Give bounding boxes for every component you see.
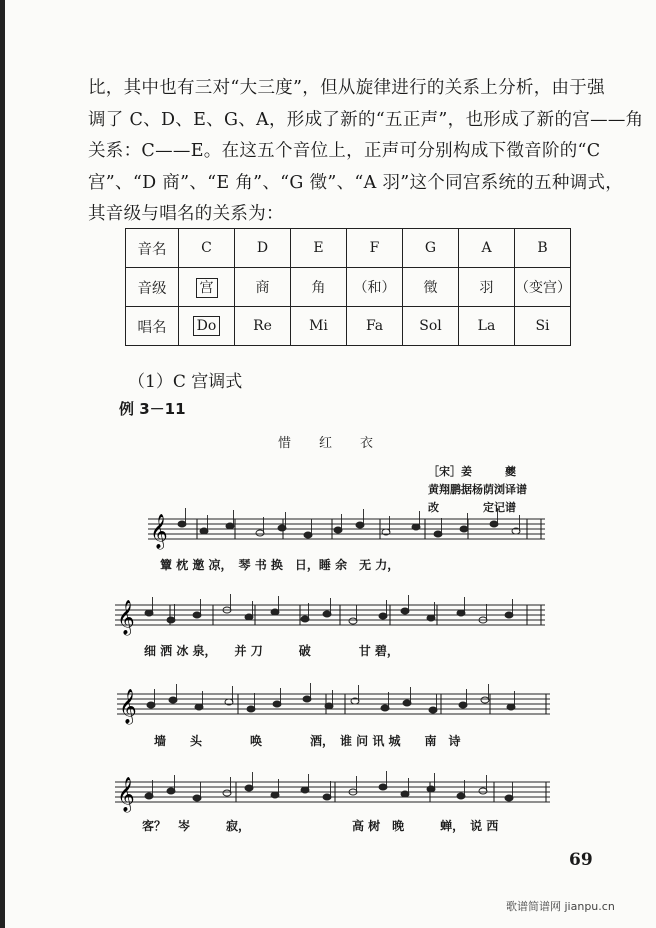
lyric-line: 客？ 岑 寂， 高 树 晚 蝉， 说 西 [142, 819, 499, 833]
note-head [301, 616, 309, 622]
paragraph-line: 其音级与唱名的关系为： [88, 204, 284, 224]
table-cell: Fa [347, 307, 403, 346]
row-header: 唱名 [126, 307, 179, 346]
note-head [271, 609, 279, 615]
note-head [457, 793, 465, 799]
table-cell: 羽 [459, 268, 515, 307]
paragraph-line: 宫”、“D 商”、“E 角”、“G 徵”、“A 羽”这个同宫系统的五种调式， [88, 172, 624, 193]
table-cell: 角 [291, 268, 347, 307]
table-cell: A [459, 229, 515, 268]
note-head [195, 704, 203, 710]
note-head [304, 532, 312, 538]
section-subtitle: （1）C 宫调式 [128, 372, 243, 392]
paragraph-line: 关系：C——E。在这五个音位上，正声可分别构成下徵音阶的“C [88, 141, 601, 161]
lyric-line: 细 洒 冰 泉， 并 刀 破 甘 碧， [144, 644, 399, 658]
note-head [247, 706, 255, 712]
note-head [193, 795, 201, 801]
note-head [505, 795, 513, 801]
note-head [379, 613, 387, 619]
boxed-solfege: Do [193, 316, 221, 336]
note-head [490, 521, 498, 527]
note-head [379, 784, 387, 790]
treble-clef-icon: 𝄞 [119, 689, 137, 724]
row-header: 音名 [126, 229, 179, 268]
note-head [256, 530, 264, 536]
note-head [193, 612, 201, 618]
note-head [505, 612, 513, 618]
table-cell: Sol [403, 307, 459, 346]
note-head [323, 794, 331, 800]
note-head [178, 521, 186, 527]
table-cell: Si [515, 307, 571, 346]
paragraph-line: 调了 C、D、E、G、A，形成了新的“五正声”，也形成了新的宫——角 [88, 109, 644, 130]
note-head [459, 702, 467, 708]
table-cell: 徵 [403, 268, 459, 307]
table-cell: （变宫） [515, 268, 571, 307]
lyric-line: 簟 枕 邀 凉， 琴 书 换 日，睡 余 无 力， [160, 558, 400, 572]
credit-line: ［宋］姜 夔 [428, 465, 516, 478]
note-head [412, 524, 420, 530]
treble-clef-icon: 𝄞 [150, 514, 168, 549]
note-head [145, 610, 153, 616]
note-head [479, 788, 487, 794]
note-head [334, 527, 342, 533]
table-cell: La [459, 307, 515, 346]
paragraph-line: 比，其中也有三对“大三度”，但从旋律进行的关系上分析，由于强 [88, 78, 605, 98]
note-head [325, 703, 333, 709]
treble-clef-icon: 𝄞 [117, 777, 135, 812]
note-head [301, 787, 309, 793]
table-cell: E [291, 229, 347, 268]
note-head [147, 702, 155, 708]
note-head [401, 608, 409, 614]
note-head [271, 792, 279, 798]
note-head [303, 696, 311, 702]
note-head [401, 791, 409, 797]
note-head [429, 707, 437, 713]
page-number: 69 [569, 850, 593, 870]
note-head [245, 785, 253, 791]
note-head [226, 523, 234, 529]
credit-line: 改 定记谱 [428, 501, 516, 514]
example-label: 例 3－11 [119, 400, 186, 418]
note-head [167, 788, 175, 794]
note-head [245, 614, 253, 620]
note-head [403, 700, 411, 706]
credit-line: 黄翔鹏据杨荫浏译谱 [428, 483, 527, 496]
table-cell: B [515, 229, 571, 268]
note-head [481, 697, 489, 703]
lyric-line: 墙 头 唤 酒， 谁 问 讯 城 南 诗 [154, 734, 461, 748]
note-head [507, 704, 515, 710]
table-cell: F [347, 229, 403, 268]
table-cell: 商 [235, 268, 291, 307]
treble-clef-icon: 𝄞 [117, 600, 135, 635]
note-head [273, 701, 281, 707]
note-head [460, 526, 468, 532]
row-header: 音级 [126, 268, 179, 307]
note-head [427, 615, 435, 621]
table-cell: C [179, 229, 235, 268]
table-cell: D [235, 229, 291, 268]
table-cell: （和） [347, 268, 403, 307]
table-cell: Mi [291, 307, 347, 346]
song-title: 惜红衣 [278, 436, 402, 451]
note-head [200, 528, 208, 534]
boxed-degree: 宫 [196, 278, 218, 298]
note-head [434, 531, 442, 537]
note-head [323, 611, 331, 617]
note-head [145, 793, 153, 799]
note-head [278, 525, 286, 531]
note-head [381, 705, 389, 711]
note-head [223, 790, 231, 796]
note-head [457, 610, 465, 616]
watermark: 歌谱简谱网 jianpu.cn [506, 900, 615, 913]
note-head [427, 786, 435, 792]
note-head [349, 618, 357, 624]
note-head [167, 617, 175, 623]
note-head [356, 522, 364, 528]
note-head [169, 697, 177, 703]
table-cell: G [403, 229, 459, 268]
table-cell: Re [235, 307, 291, 346]
